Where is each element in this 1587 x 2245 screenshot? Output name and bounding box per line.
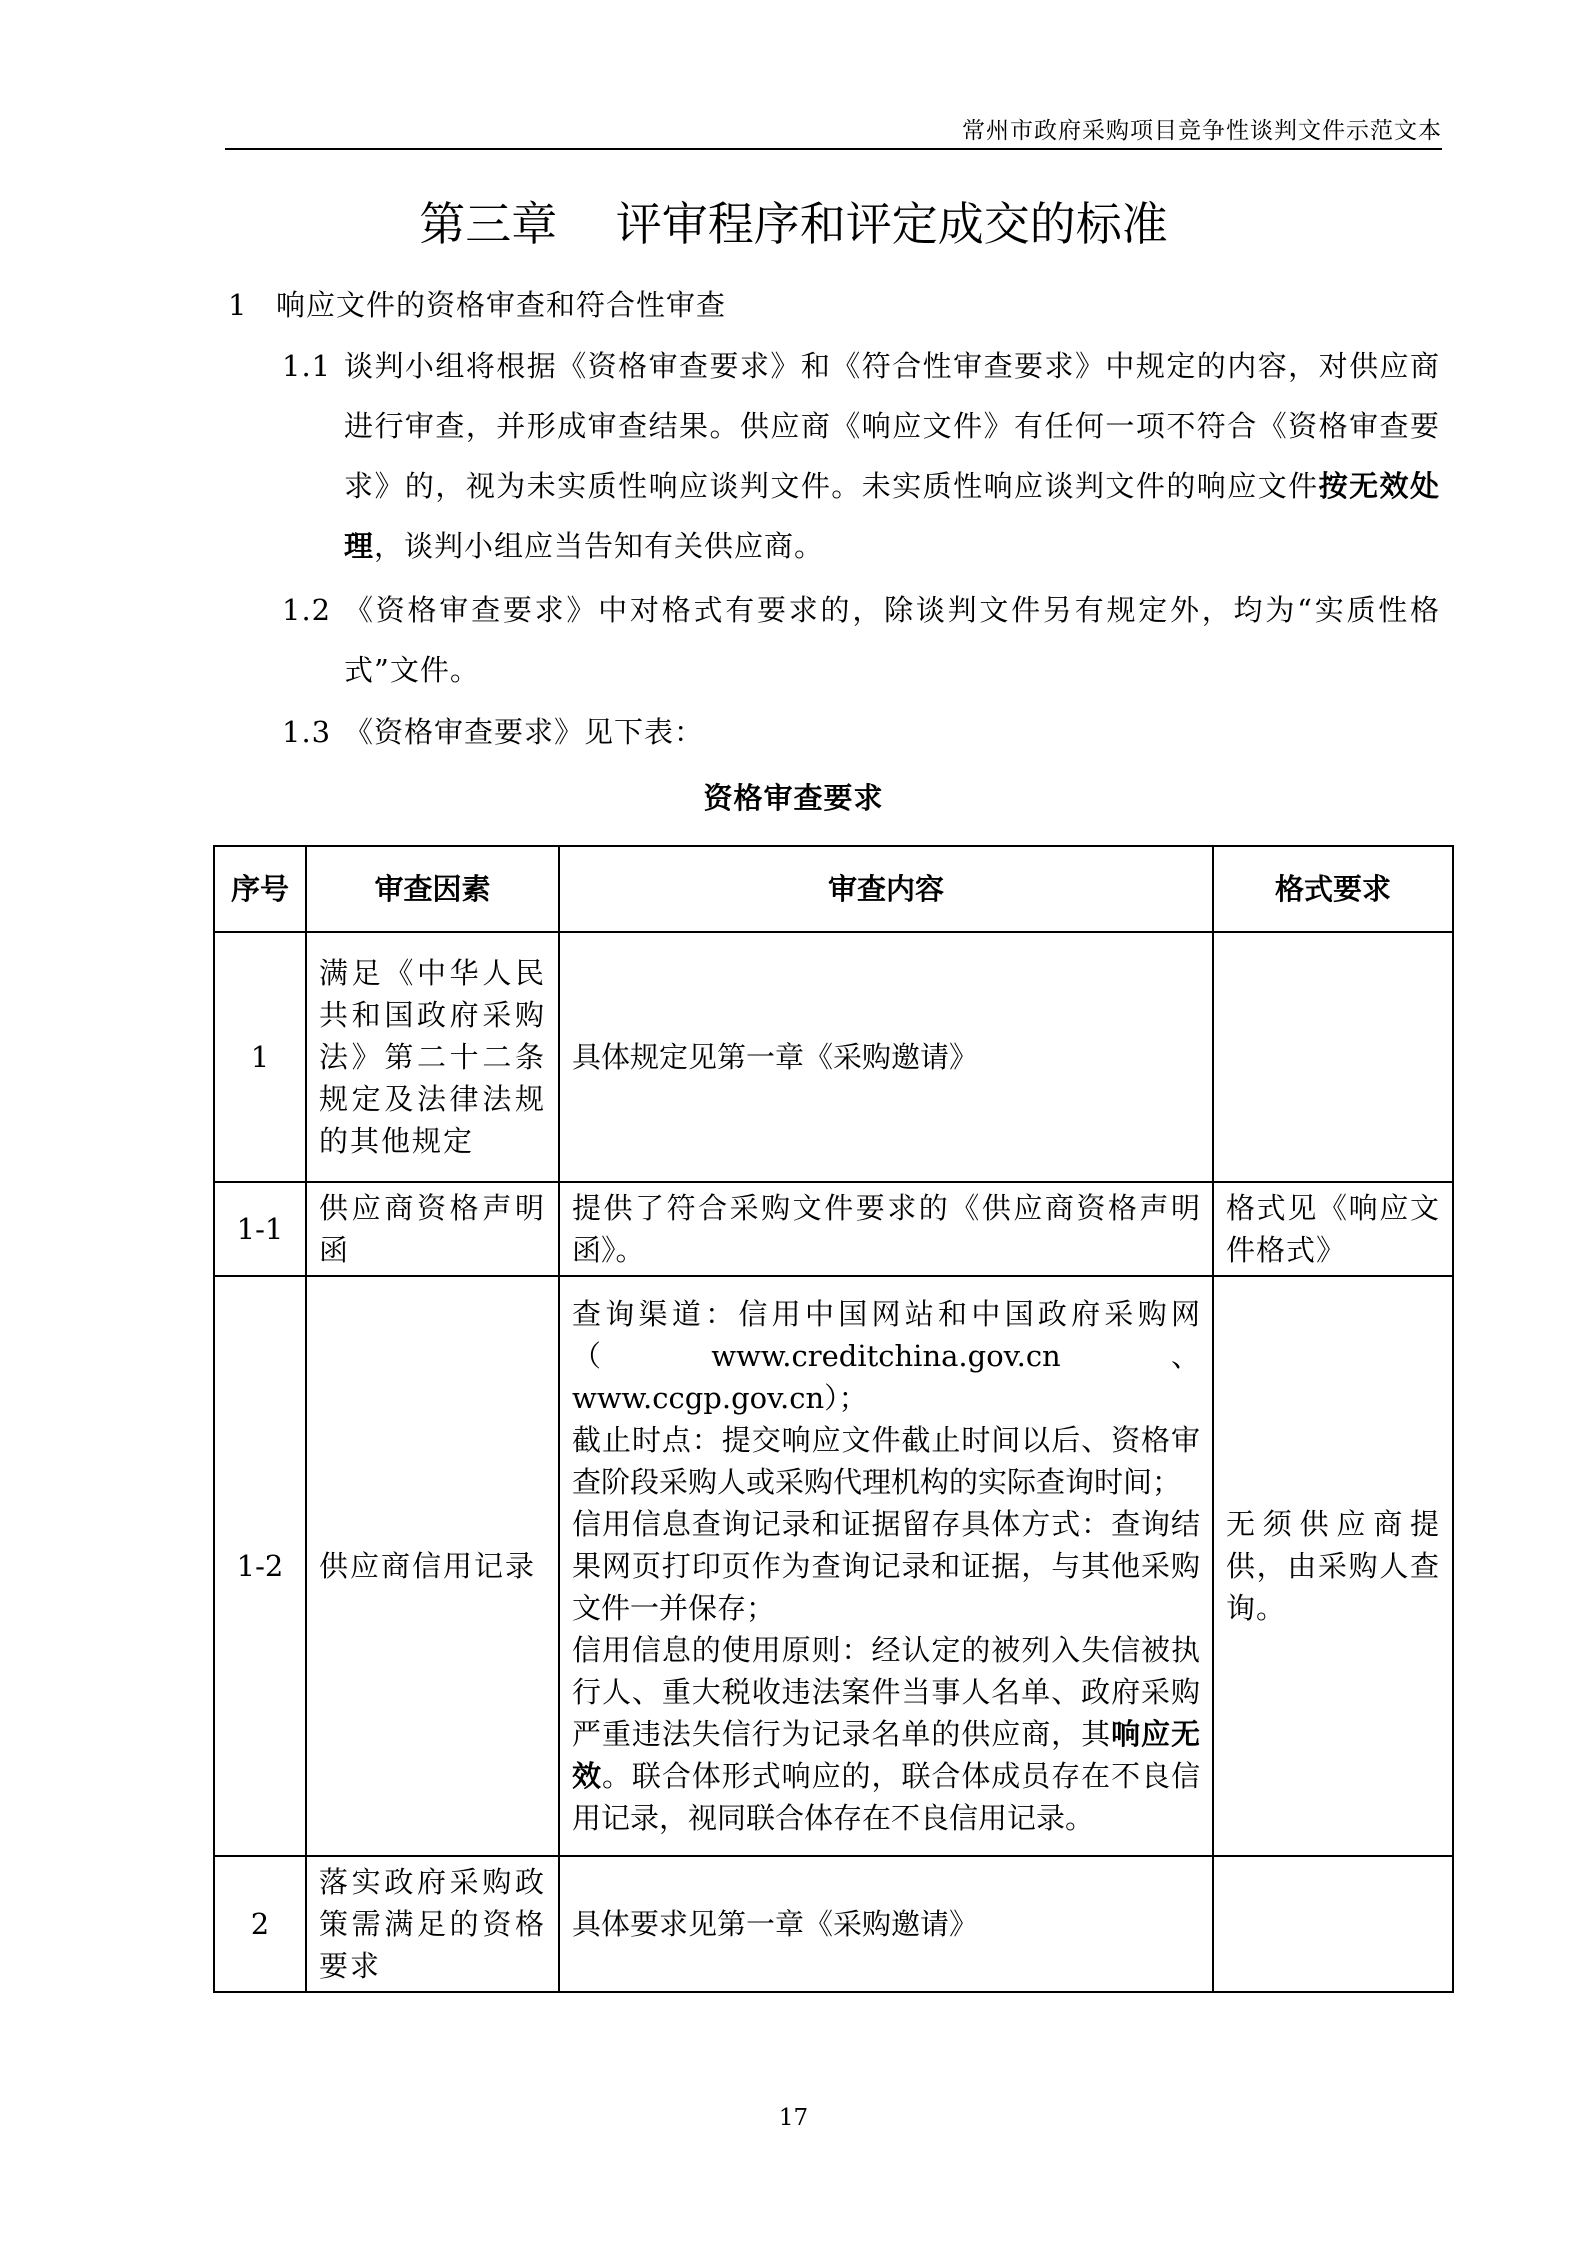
row-num: 2: [214, 1856, 306, 1992]
page-number: 17: [778, 2105, 809, 2131]
section-number: 1: [228, 288, 248, 322]
header-format: 格式要求: [1213, 846, 1453, 932]
table-caption: 资格审查要求: [703, 781, 884, 815]
table-row: [214, 932, 1453, 1182]
emphasis-text: 响应无效: [572, 1717, 1200, 1793]
row-format: [1213, 1856, 1453, 1992]
row-format: 无须供应商提供，由采购人查询。: [1213, 1276, 1453, 1856]
item-text-part: ，谈判小组应当告知有关供应商。: [374, 529, 825, 563]
row-content: [559, 1276, 1213, 1856]
table-row: [214, 1856, 1453, 1992]
item-1-2: [282, 580, 1440, 700]
content-text: 信用信息的使用原则：经认定的被列入失信被执行人、重大税收违法案件当事人名单、政府采购严重违法失信行为记录名单的供应商，其: [572, 1633, 1200, 1751]
section-heading: [228, 274, 726, 336]
header-title: 常州市政府采购项目竞争性谈判文件示范文本: [962, 118, 1442, 144]
content-line: [572, 1629, 1200, 1839]
item-number: 1.3: [282, 715, 332, 749]
content-line: 信用信息查询记录和证据留存具体方式：查询结果网页打印页作为查询记录和证据，与其他采购文件一并保存；: [572, 1507, 1200, 1625]
row-factor: 供应商信用记录: [306, 1276, 559, 1856]
item-1-3: [282, 702, 1440, 762]
row-factor: 满足《中华人民共和国政府采购法》第二十二条规定及法律法规的其他规定: [306, 932, 559, 1182]
row-factor: 供应商资格声明函: [306, 1182, 559, 1276]
row-content: 提供了符合采购文件要求的《供应商资格声明函》。: [559, 1182, 1213, 1276]
section-title: 响应文件的资格审查和符合性审查: [276, 288, 727, 322]
table-row: [214, 1182, 1453, 1276]
table-row: [214, 1276, 1453, 1856]
row-num: 1-2: [214, 1276, 306, 1856]
row-content: 具体要求见第一章《采购邀请》: [559, 1856, 1213, 1992]
table-header-row: [214, 846, 1453, 932]
header-factor: 审查因素: [306, 846, 559, 932]
content-line: 查询渠道：信用中国网站和中国政府采购网（www.creditchina.gov.cn、www.ccgp.gov.cn）；: [572, 1297, 1200, 1415]
item-number: 1.2: [282, 593, 332, 627]
content-text: 。联合体形式响应的，联合体成员存在不良信用记录，视同联合体存在不良信用记录。: [572, 1759, 1200, 1835]
item-text-part: 谈判小组将根据《资格审查要求》和《符合性审查要求》中规定的内容，对供应商进行审查，并形成审查结果。供应商《响应文件》有任何一项不符合《资格审查要求》的，视为未实质性响应谈判文件。未实质性响应谈判文件的响应文件: [344, 349, 1440, 503]
row-format: 格式见《响应文件格式》: [1213, 1182, 1453, 1276]
item-1-1: [282, 336, 1440, 576]
chapter-title: 第三章 评审程序和评定成交的标准: [419, 197, 1168, 251]
header-content: 审查内容: [559, 846, 1213, 932]
qualification-table: [213, 845, 1454, 1993]
row-factor: 落实政府采购政策需满足的资格要求: [306, 1856, 559, 1992]
row-num: 1-1: [214, 1182, 306, 1276]
row-content: 具体规定见第一章《采购邀请》: [559, 932, 1213, 1182]
item-number: 1.1: [282, 349, 332, 383]
header-num: [214, 846, 306, 932]
row-num: 1: [214, 932, 306, 1182]
emphasis-text: 按无效处理: [344, 469, 1440, 563]
item-text: 《资格审查要求》中对格式有要求的，除谈判文件另有规定外，均为“实质性格式”文件。: [344, 593, 1440, 687]
item-text: [344, 336, 1440, 576]
item-text: 《资格审查要求》见下表：: [344, 715, 705, 749]
page-header: [225, 110, 1442, 150]
content-line: 截止时点：提交响应文件截止时间以后、资格审查阶段采购人或采购代理机构的实际查询时间；: [572, 1423, 1200, 1499]
header-text: 序号: [230, 872, 289, 906]
row-format: [1213, 932, 1453, 1182]
